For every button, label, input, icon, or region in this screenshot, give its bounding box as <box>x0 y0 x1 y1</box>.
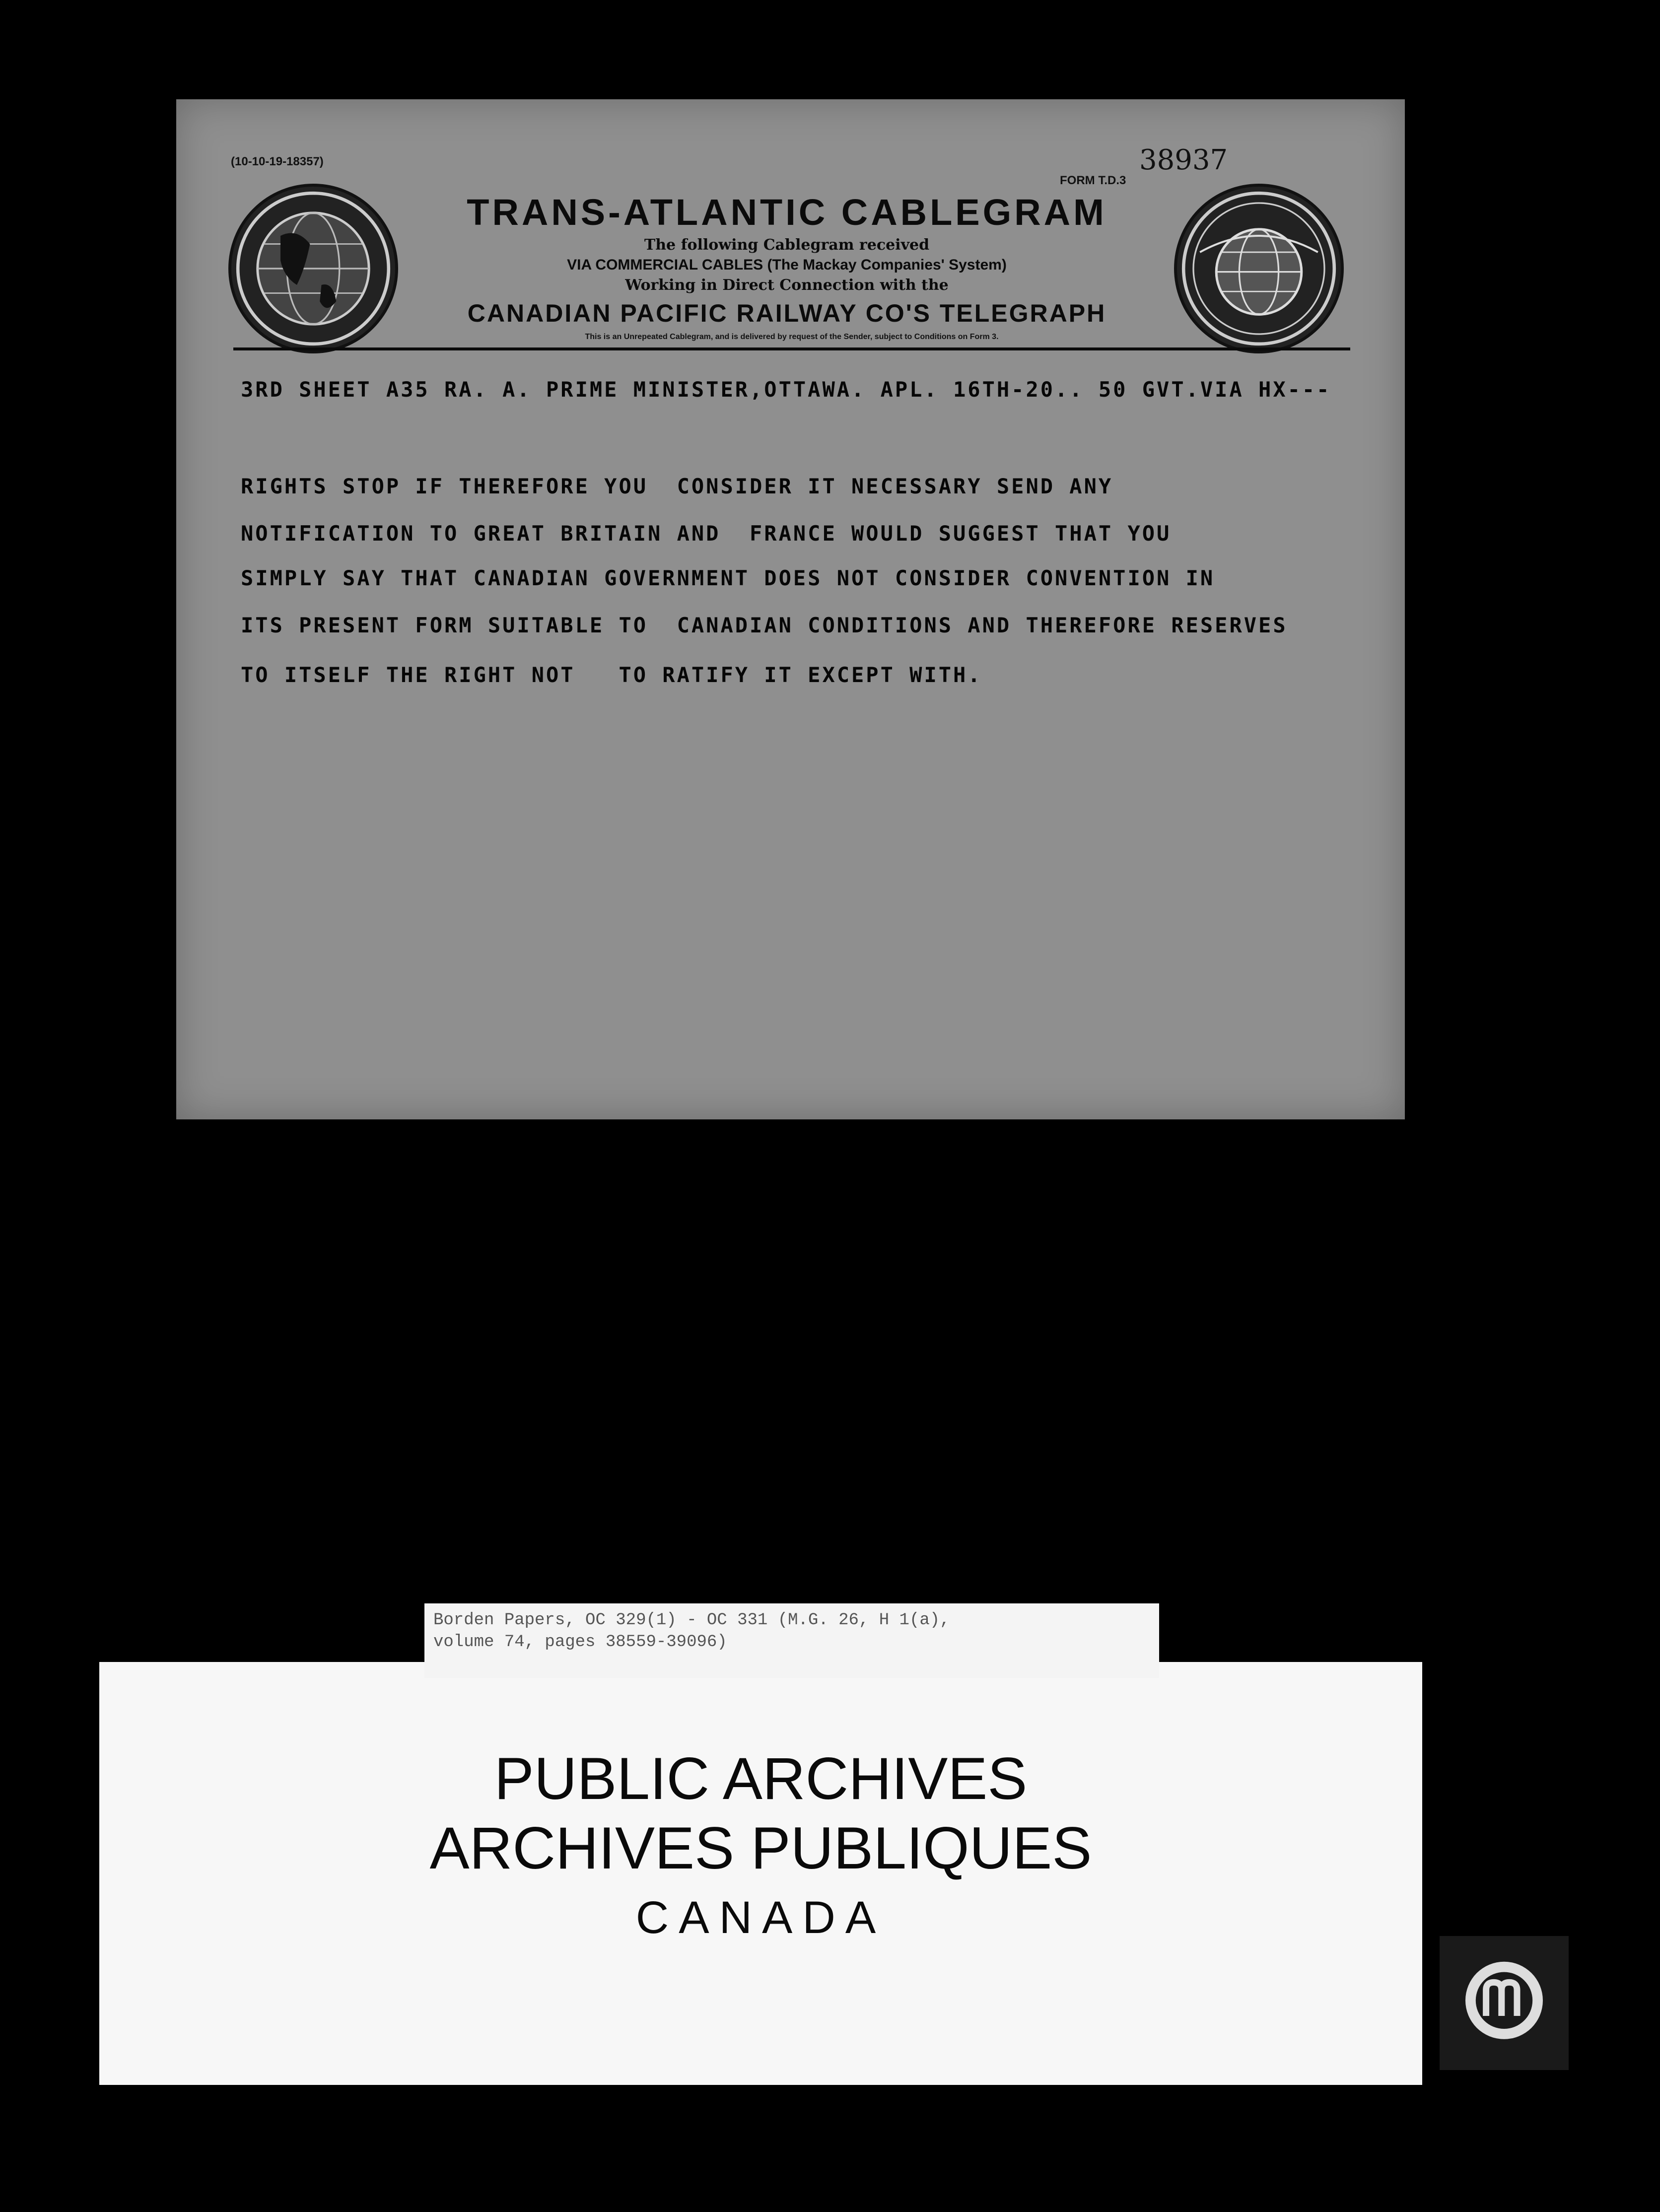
form-label: FORM T.D.3 <box>1060 174 1126 187</box>
archives-country: CANADA <box>635 1892 886 1943</box>
id-slip-line: volume 74, pages 38559-39096) <box>433 1633 727 1652</box>
archives-card <box>99 1662 1422 2085</box>
message-line: TO ITSELF THE RIGHT NOT TO RATIFY IT EXCEPT WITH. <box>241 663 982 687</box>
commercial-cable-seal-icon <box>1174 184 1344 353</box>
header-rule <box>233 347 1350 350</box>
subtitle-received: The following Cablegram received <box>644 236 930 254</box>
subtitle-via: VIA COMMERCIAL CABLES (The Mackay Companies' System) <box>567 257 1007 273</box>
cablegram-header <box>415 191 1159 328</box>
serial-number: 38937 <box>1139 144 1228 176</box>
id-slip-line: Borden Papers, OC 329(1) - OC 331 (M.G. 26, H 1(a), <box>433 1611 950 1630</box>
archives-title-en: PUBLIC ARCHIVES <box>494 1745 1028 1812</box>
subtitle-connection: Working in Direct Connection with the <box>625 276 949 294</box>
message-line: RIGHTS STOP IF THEREFORE YOU CONSIDER IT NECESSARY SEND ANY <box>241 474 1113 498</box>
message-line: ITS PRESENT FORM SUITABLE TO CANADIAN CONDITIONS AND THEREFORE RESERVES <box>241 613 1288 637</box>
collection-id-slip <box>424 1603 1159 1678</box>
microfilm-logo-icon <box>1440 1936 1569 2070</box>
message-line: SIMPLY SAY THAT CANADIAN GOVERNMENT DOES NOT CONSIDER CONVENTION IN <box>241 566 1215 590</box>
message-line: NOTIFICATION TO GREAT BRITAIN AND FRANCE WOULD SUGGEST THAT YOU <box>241 521 1172 546</box>
fine-print: This is an Unrepeated Cablegram, and is delivered by request of the Sender, subject to Conditions on Form 3. <box>585 333 999 341</box>
form-code: (10-10-19-18357) <box>231 155 324 168</box>
archives-title-fr: ARCHIVES PUBLIQUES <box>429 1815 1092 1881</box>
cablegram-sheet <box>176 99 1405 1119</box>
message-header-line: 3RD SHEET A35 RA. A. PRIME MINISTER,OTTAWA. APL. 16TH-20.. 50 GVT.VIA HX--- <box>241 377 1331 402</box>
canadian-pacific-seal-icon <box>228 184 398 353</box>
cablegram-title: TRANS-ATLANTIC CABLEGRAM <box>467 192 1107 233</box>
railway-line: CANADIAN PACIFIC RAILWAY CO'S TELEGRAPH <box>467 299 1107 327</box>
